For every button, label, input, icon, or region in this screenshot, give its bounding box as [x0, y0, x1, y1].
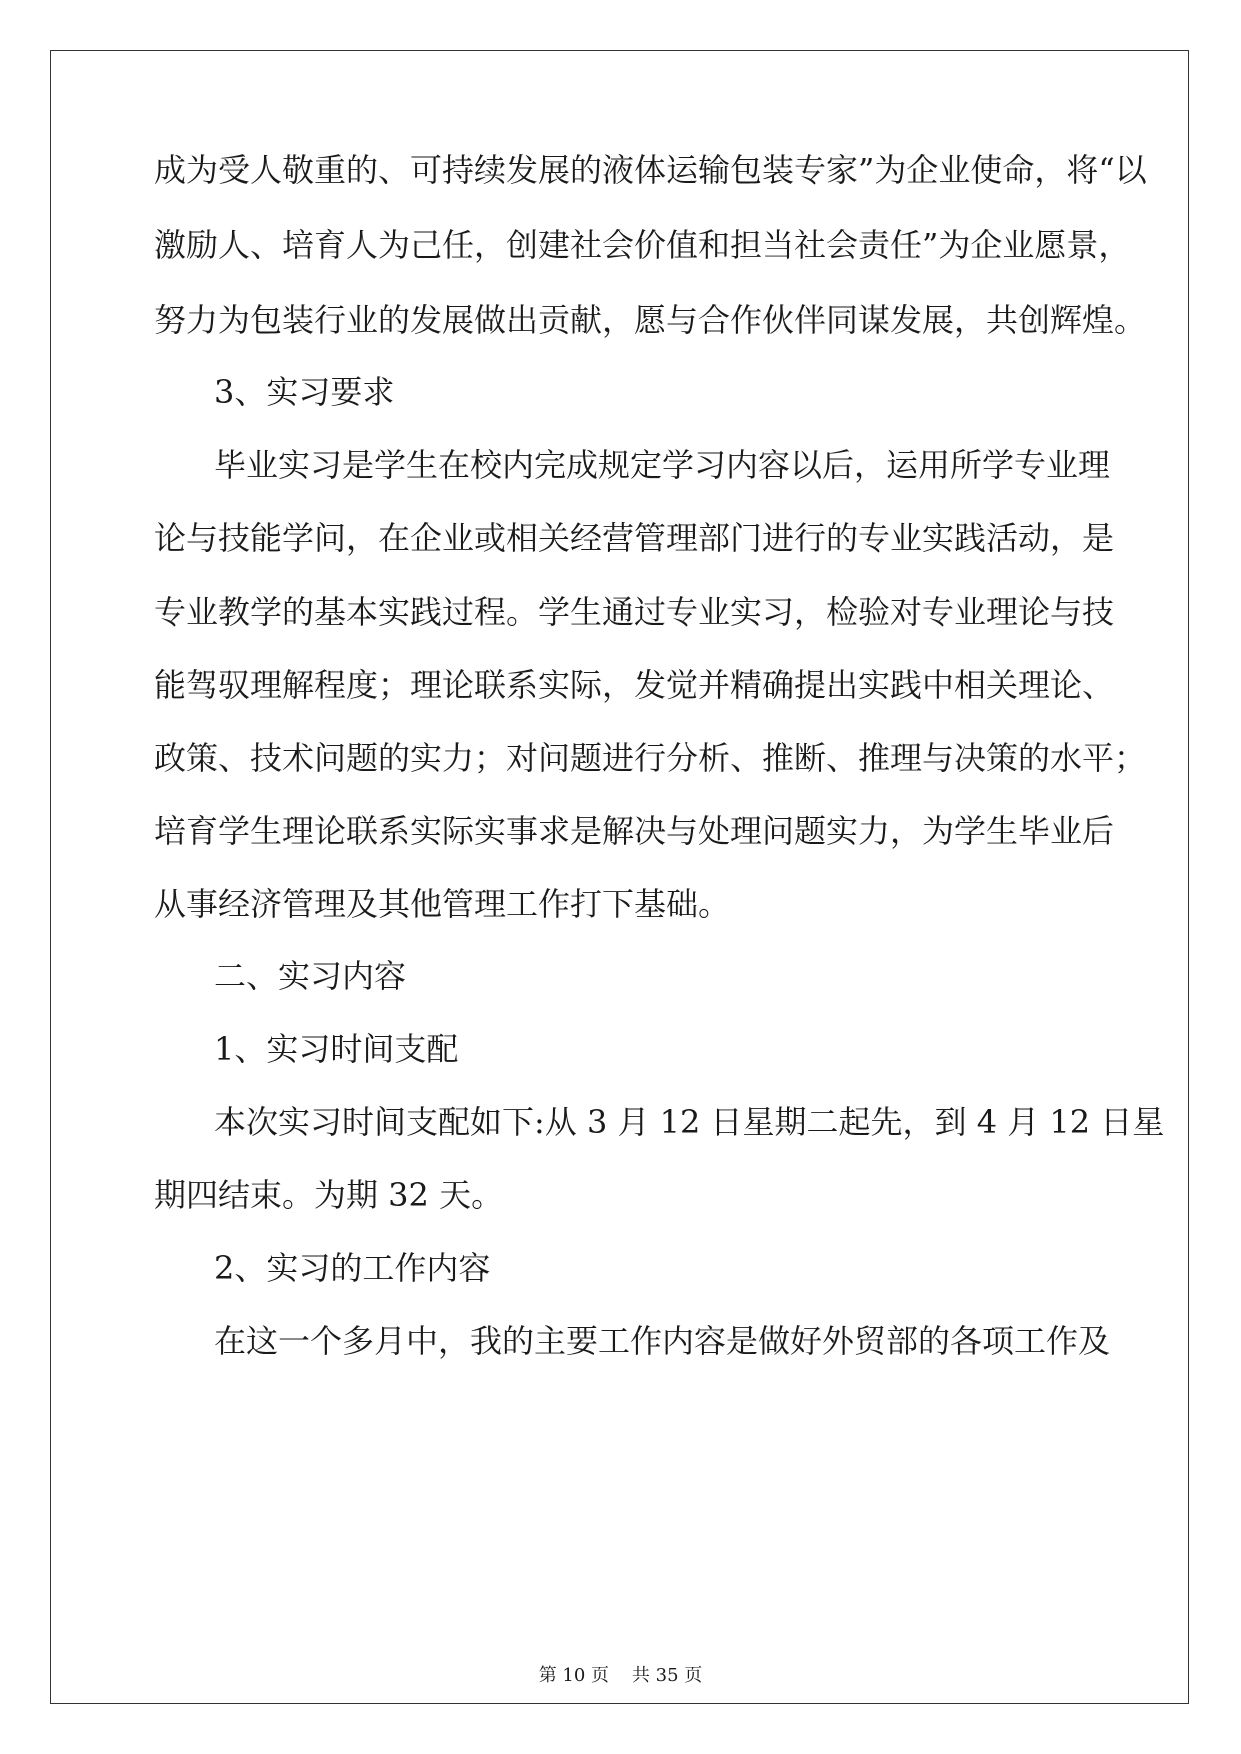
- paragraph-line: 在这一个多月中，我的主要工作内容是做好外贸部的各项工作及: [214, 1322, 1111, 1360]
- section-heading: 二、实习内容: [214, 957, 407, 995]
- paragraph-line: 政策、技术问题的实力；对问题进行分析、推断、推理与决策的水平；: [154, 739, 1147, 777]
- paragraph-line: 本次实习时间支配如下:从 3 月 12 日星期二起先，到 4 月 12 日星: [214, 1103, 1165, 1141]
- paragraph-line: 论与技能学问，在企业或相关经营管理部门进行的专业实践活动，是: [154, 519, 1115, 557]
- paragraph-line: 从事经济管理及其他管理工作打下基础。: [154, 885, 731, 923]
- paragraph-line: 能驾驭理解程度；理论联系实际，发觉并精确提出实践中相关理论、: [154, 666, 1115, 704]
- page-border: [50, 50, 1189, 1704]
- section-heading: 3、实习要求: [214, 373, 395, 411]
- subsection-heading: 2、实习的工作内容: [214, 1249, 491, 1287]
- page-number-footer: 第 10 页 共 35 页: [538, 1665, 703, 1686]
- paragraph-line: 激励人、培育人为己任，创建社会价值和担当社会责任”为企业愿景，: [154, 226, 1131, 264]
- paragraph-line: 努力为包装行业的发展做出贡献，愿与合作伙伴同谋发展，共创辉煌。: [154, 301, 1147, 339]
- paragraph-line: 毕业实习是学生在校内完成规定学习内容以后，运用所学专业理: [214, 446, 1111, 484]
- subsection-heading: 1、实习时间支配: [214, 1030, 459, 1068]
- paragraph-line: 培育学生理论联系实际实事求是解决与处理问题实力，为学生毕业后: [154, 812, 1115, 850]
- paragraph-line: 成为受人敬重的、可持续发展的液体运输包装专家”为企业使命，将“以: [154, 151, 1147, 189]
- paragraph-line: 专业教学的基本实践过程。学生通过专业实习，检验对专业理论与技: [154, 593, 1115, 631]
- paragraph-line: 期四结束。为期 32 天。: [154, 1176, 504, 1214]
